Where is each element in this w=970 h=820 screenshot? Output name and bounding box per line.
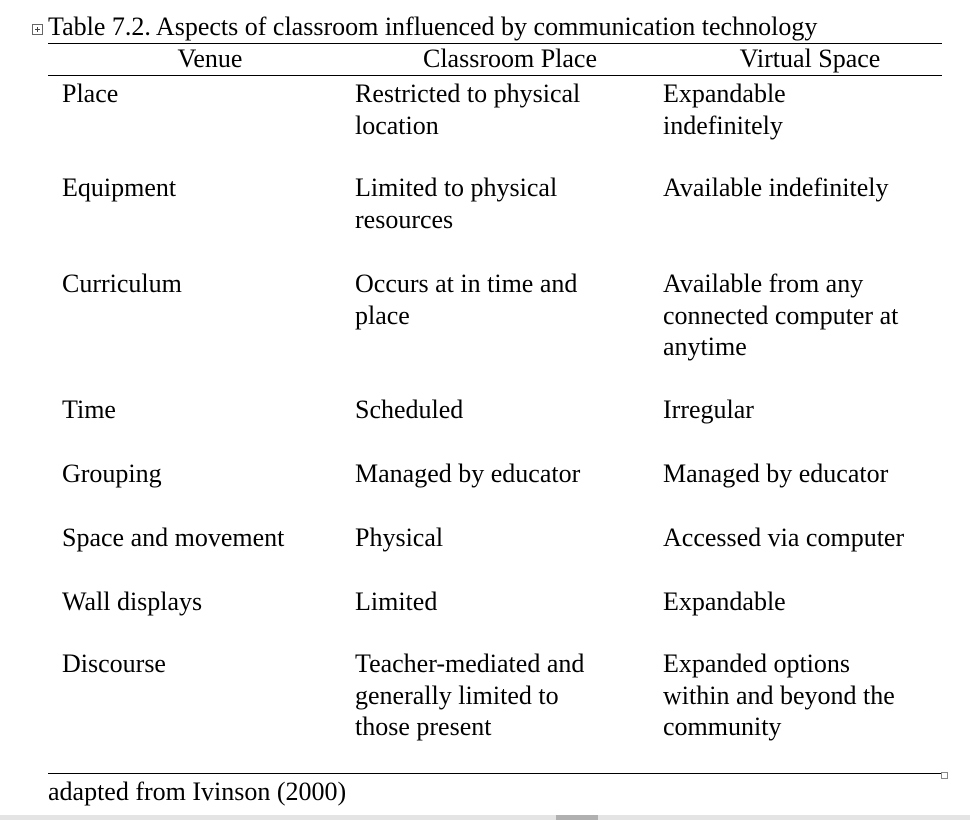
cell-virtual-space: community: [663, 712, 782, 741]
cell-venue: Wall displays: [62, 587, 203, 616]
cell-classroom-place: Physical: [355, 523, 444, 552]
cell-virtual-space: anytime: [663, 332, 747, 361]
cell-venue: Place: [62, 79, 119, 108]
table-move-handle-icon[interactable]: [32, 24, 43, 35]
cell-classroom-place: Limited: [355, 587, 438, 616]
cell-venue: Time: [62, 395, 116, 424]
header-virtual-space: Virtual Space: [739, 44, 881, 73]
cell-classroom-place: generally limited to: [355, 680, 559, 710]
cell-virtual-space: Expandable: [663, 79, 786, 108]
cell-classroom-place: place: [355, 300, 410, 330]
cell-virtual-space: Expanded options: [663, 649, 851, 678]
cell-classroom-place: location: [355, 110, 439, 140]
cell-venue: Discourse: [62, 649, 166, 678]
cell-venue: Curriculum: [62, 269, 182, 298]
cell-classroom-place: Scheduled: [355, 395, 464, 424]
cell-virtual-space: Available from any: [663, 269, 864, 298]
cell-virtual-space: Accessed via computer: [663, 523, 905, 552]
cell-virtual-space: Available indefinitely: [663, 173, 889, 202]
horizontal-scrollbar[interactable]: [0, 815, 970, 820]
header-venue: Venue: [177, 44, 243, 73]
cell-virtual-space: Managed by educator: [663, 459, 889, 488]
cell-venue: Grouping: [62, 459, 162, 488]
cell-venue: Equipment: [62, 173, 177, 202]
table-resize-handle-icon[interactable]: [941, 772, 948, 779]
cell-classroom-place: Restricted to physical: [355, 79, 581, 108]
cell-virtual-space: Irregular: [663, 395, 754, 424]
header-classroom-place: Classroom Place: [422, 44, 598, 73]
scrollbar-thumb[interactable]: [556, 815, 598, 820]
cell-virtual-space: within and beyond the: [663, 680, 895, 710]
cell-venue: Space and movement: [62, 523, 285, 552]
cell-classroom-place: Teacher-mediated and: [355, 649, 585, 678]
cell-classroom-place: those present: [355, 712, 492, 741]
table-bottom-rule: [48, 773, 942, 774]
table-header-rule: [48, 75, 942, 76]
table-caption: Table 7.2. Aspects of classroom influenced by communication technology: [48, 12, 818, 41]
cell-classroom-place: Occurs at in time and: [355, 269, 578, 298]
cell-classroom-place: Limited to physical: [355, 173, 558, 202]
cell-classroom-place: resources: [355, 204, 454, 234]
table-source-note: adapted from Ivinson (2000): [48, 777, 347, 806]
cell-virtual-space: indefinitely: [663, 110, 783, 140]
cell-classroom-place: Managed by educator: [355, 459, 581, 488]
cell-virtual-space: Expandable: [663, 587, 786, 616]
cell-virtual-space: connected computer at: [663, 300, 899, 330]
